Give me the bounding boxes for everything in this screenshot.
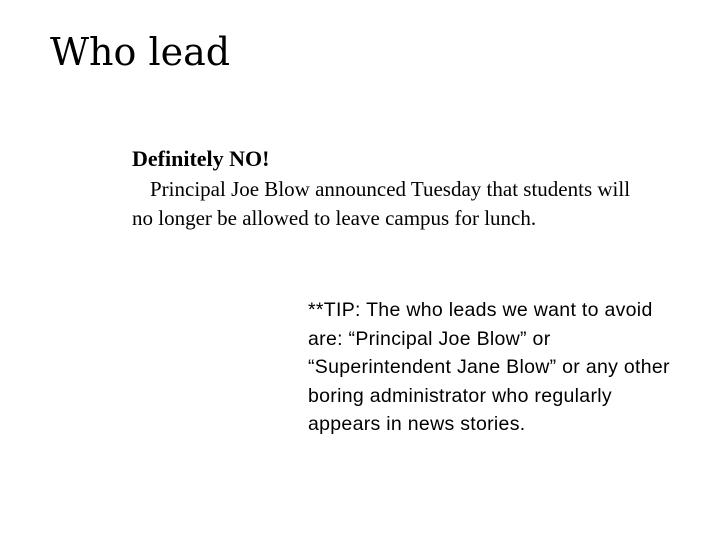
example-heading: Definitely NO!: [132, 146, 270, 171]
example-block: [132, 143, 652, 233]
tip-text: **TIP: The who leads we want to avoid are: “Principal Joe Blow” or “Superintendent Jane Blow” or any other boring administrator who regularly appears in news stories.: [308, 299, 670, 435]
example-body: Principal Joe Blow announced Tuesday that students will no longer be allowed to leave campus for lunch.: [132, 177, 631, 230]
slide-title: Who lead: [50, 30, 231, 74]
